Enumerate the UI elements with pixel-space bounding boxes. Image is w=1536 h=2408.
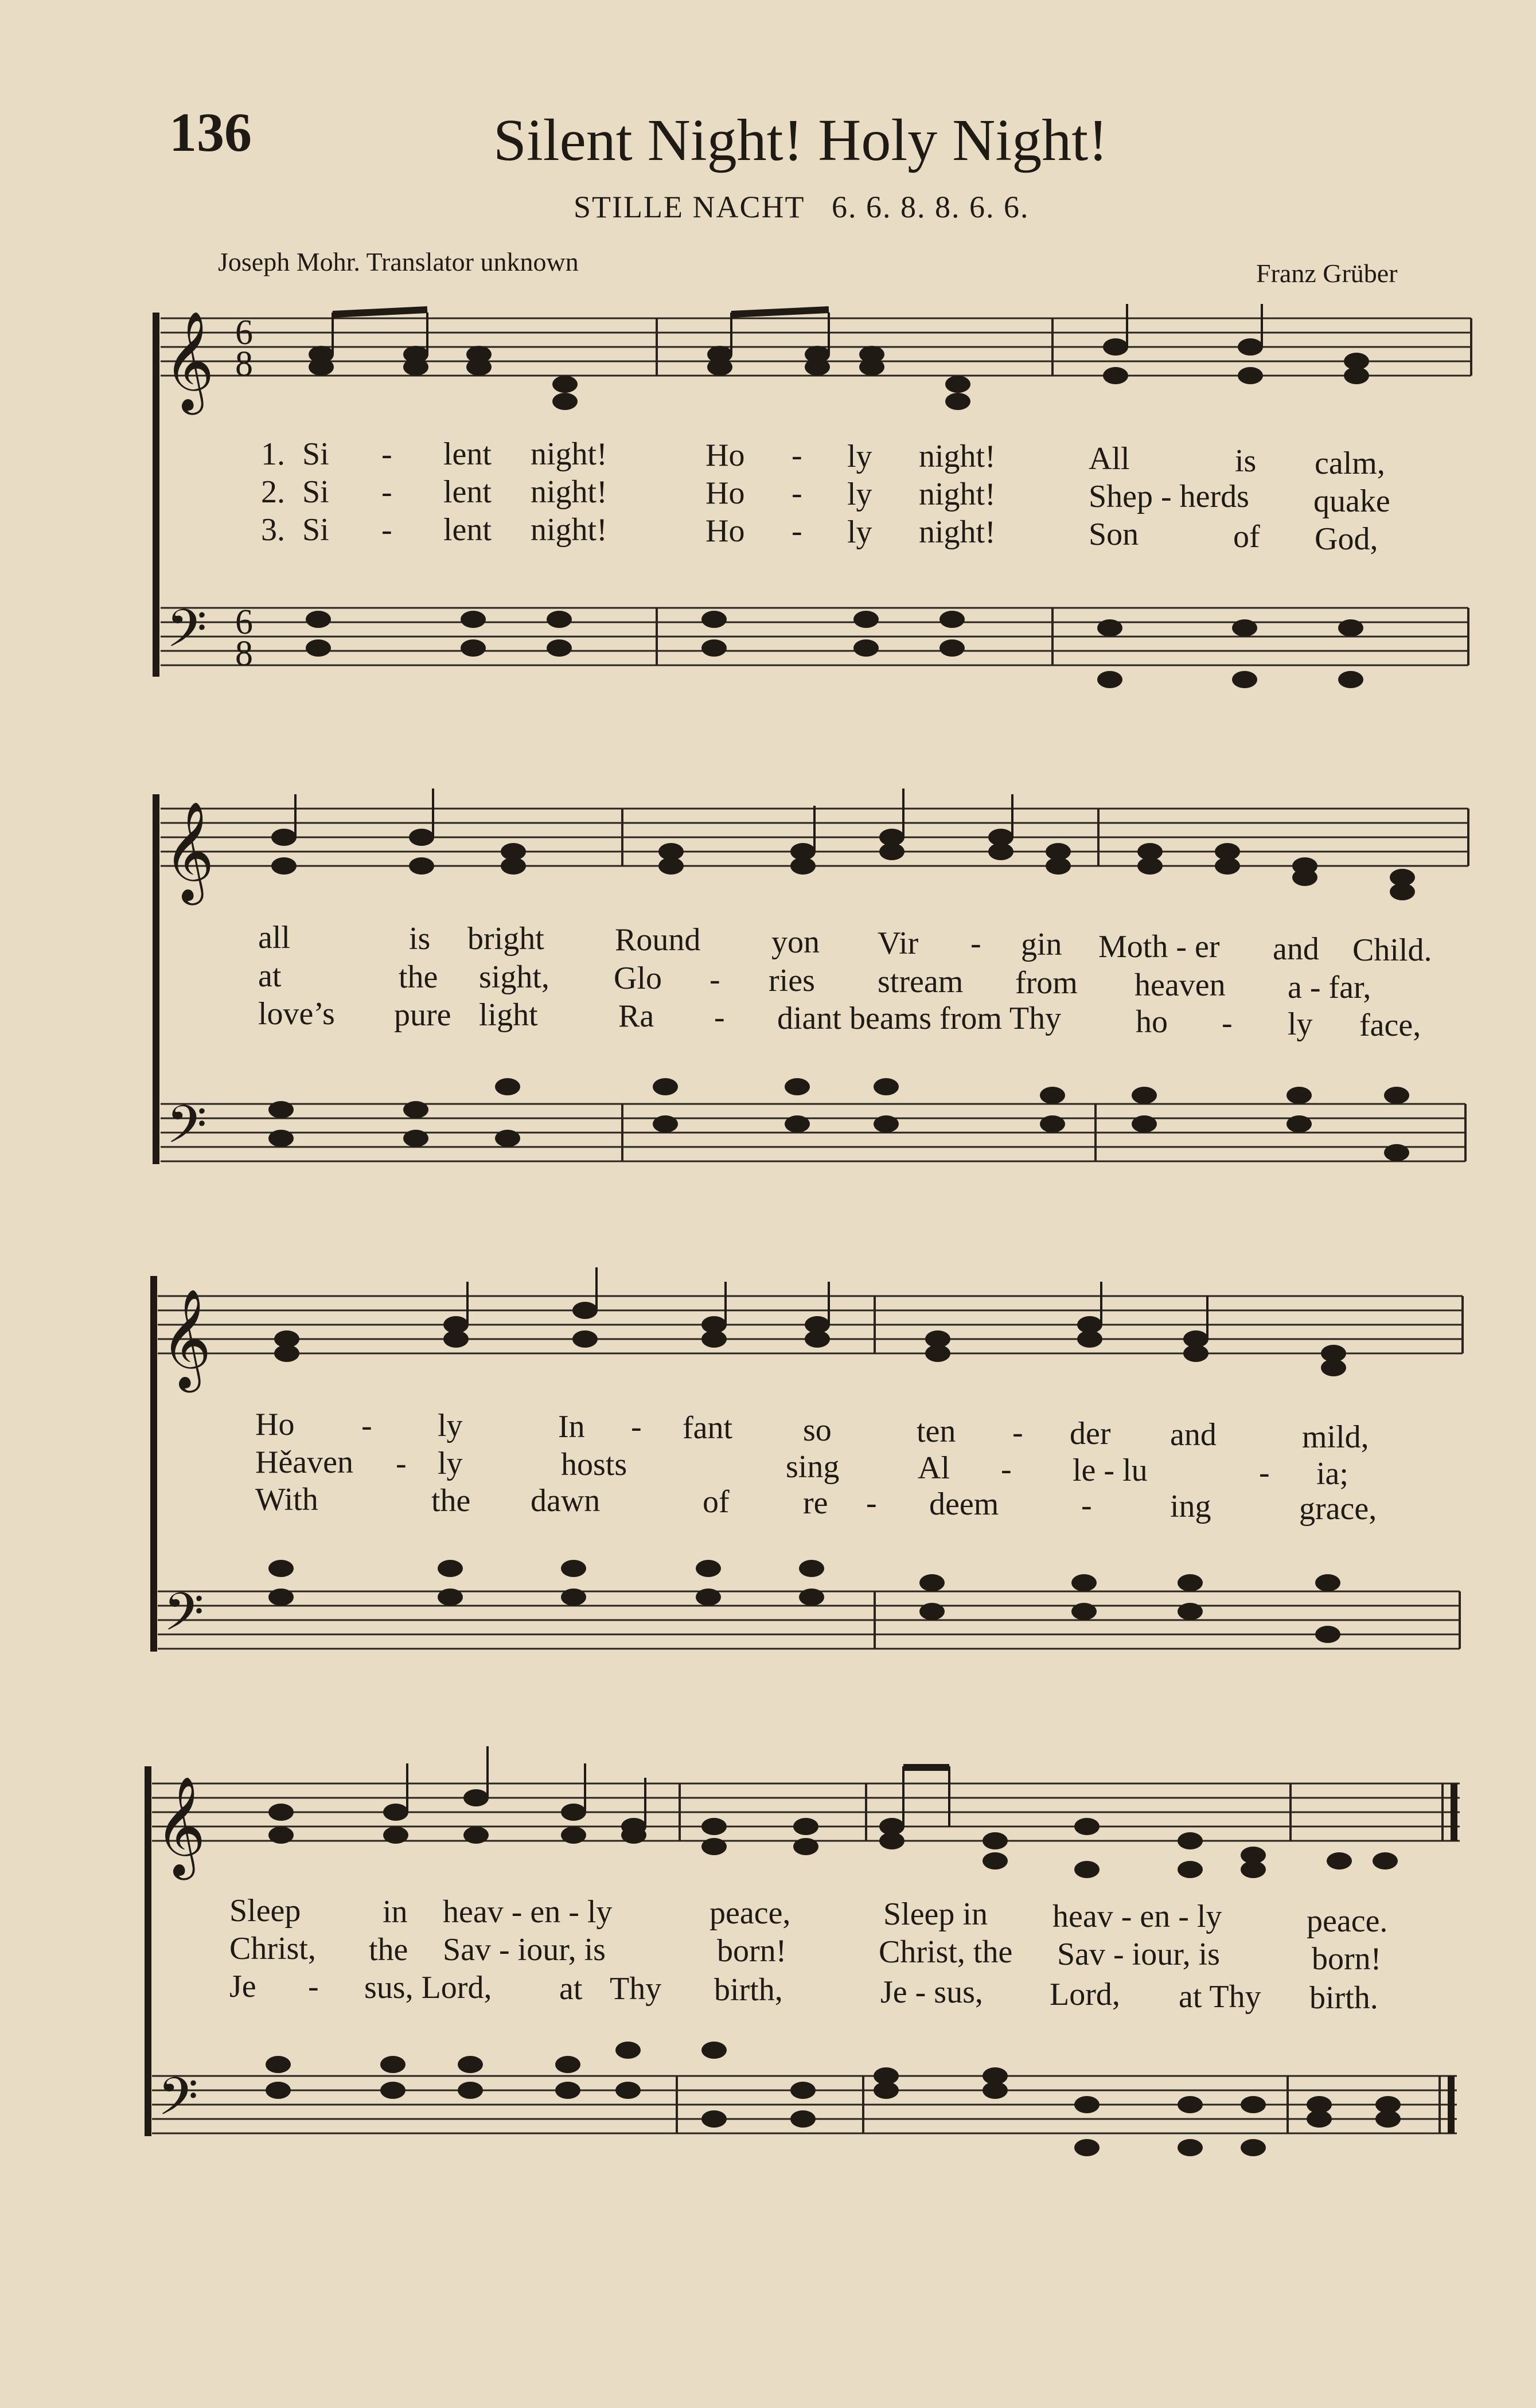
- lyric-syllable: and: [1170, 1417, 1217, 1453]
- lyric-syllable: sing: [786, 1449, 840, 1485]
- lyric-syllable: love’s: [258, 996, 335, 1032]
- lyric-hyphen: -: [396, 1446, 407, 1481]
- lyric-syllable: ten: [917, 1414, 956, 1449]
- lyric-syllable: bright: [467, 921, 544, 957]
- lyric-hyphen: -: [792, 475, 802, 511]
- lyric-syllable: Ho: [705, 513, 745, 549]
- bass-staff-1: [161, 598, 1468, 688]
- lyric-syllable: fant: [683, 1410, 733, 1446]
- lyric-syllable: ho: [1136, 1004, 1168, 1040]
- treble-staff-4: [152, 1746, 1460, 1880]
- lyric-syllable: night!: [531, 474, 607, 510]
- lyric-hyphen: -: [631, 1409, 642, 1445]
- lyric-syllable: lent: [443, 512, 492, 548]
- lyric-syllable: der: [1070, 1416, 1111, 1451]
- lyric-syllable: born!: [717, 1933, 787, 1969]
- lyric-hyphen: -: [308, 1969, 319, 2004]
- lyric-syllable: light: [479, 997, 538, 1033]
- lyric-syllable: Lord,: [1050, 1977, 1120, 2012]
- lyric-hyphen: -: [792, 438, 802, 473]
- lyric-hyphen: -: [361, 1408, 372, 1443]
- lyric-syllable: all: [258, 920, 290, 955]
- tune-name: STILLE NACHT: [574, 190, 805, 224]
- lyric-syllable: night!: [919, 439, 996, 474]
- lyric-syllable: Sleep in: [883, 1896, 988, 1932]
- lyric-syllable: sus, Lord,: [364, 1970, 492, 2005]
- treble-clef-icon: 𝄞: [161, 1289, 212, 1388]
- lyric-hyphen: -: [1259, 1455, 1270, 1490]
- lyric-syllable: Round: [615, 922, 701, 958]
- lyric-syllable: lent: [443, 474, 492, 510]
- lyric-syllable: the: [369, 1932, 408, 1968]
- lyric-syllable: lent: [443, 436, 492, 472]
- lyric-syllable: le - lu: [1073, 1453, 1148, 1488]
- meter: 6. 6. 8. 8. 6. 6.: [831, 190, 1030, 224]
- lyric-syllable: at: [559, 1971, 583, 2007]
- lyric-syllable: Sav - iour, is: [443, 1932, 606, 1968]
- lyric-syllable: Je - sus,: [880, 1974, 983, 2010]
- bass-clef-icon: 𝄢: [158, 2066, 198, 2140]
- lyric-syllable: peace,: [709, 1895, 791, 1931]
- lyric-syllable: Si: [302, 436, 329, 472]
- lyric-syllable: Shep - herds: [1089, 479, 1249, 514]
- bass-clef-icon: 𝄢: [166, 598, 207, 672]
- lyric-syllable: night!: [919, 514, 996, 550]
- lyric-syllable: Si: [302, 512, 329, 548]
- lyric-syllable: heav - en - ly: [443, 1894, 613, 1930]
- lyric-syllable: Thy: [610, 1971, 662, 2007]
- lyric-syllable: Si: [302, 474, 329, 510]
- treble-staff-1: [161, 304, 1471, 415]
- lyric-syllable: is: [1235, 443, 1257, 479]
- treble-clef-icon: 𝄞: [155, 1776, 206, 1876]
- lyric-syllable: Moth - er: [1098, 929, 1220, 965]
- lyric-syllable: ly: [1288, 1006, 1313, 1042]
- lyric-syllable: gin: [1021, 927, 1062, 962]
- verse-number-3: 3.: [261, 512, 285, 548]
- lyric-syllable: of: [1233, 519, 1260, 555]
- lyric-syllable: grace,: [1299, 1491, 1377, 1527]
- lyric-syllable: sight,: [479, 959, 549, 995]
- verse-number-1: 1.: [261, 436, 285, 472]
- lyric-syllable: Hěaven: [255, 1445, 354, 1480]
- lyric-syllable: Sleep: [229, 1893, 301, 1929]
- lyric-hyphen: -: [381, 512, 392, 548]
- lyric-syllable: Vir: [878, 926, 919, 961]
- lyric-syllable: ly: [847, 477, 872, 512]
- music-credit: Franz Grüber: [1256, 259, 1398, 288]
- lyric-syllable: night!: [919, 477, 996, 512]
- lyric-hyphen: -: [1081, 1488, 1092, 1523]
- lyric-syllable: Christ, the: [879, 1934, 1013, 1970]
- lyric-syllable: of: [703, 1484, 730, 1520]
- lyric-syllable: Glo: [614, 961, 662, 996]
- lyric-syllable: ries: [769, 963, 815, 998]
- lyric-syllable: Son: [1089, 517, 1139, 552]
- lyric-syllable: In: [558, 1409, 585, 1445]
- lyric-syllable: Ho: [705, 475, 745, 511]
- lyric-syllable: ly: [847, 439, 872, 474]
- lyric-syllable: God,: [1315, 521, 1378, 557]
- lyric-syllable: Ho: [255, 1407, 295, 1442]
- lyric-hyphen: -: [1001, 1451, 1012, 1487]
- lyric-syllable: birth,: [714, 1972, 783, 2008]
- lyric-syllable: a - far,: [1288, 970, 1371, 1005]
- lyric-syllable: Child.: [1352, 932, 1432, 968]
- lyric-syllable: night!: [531, 512, 607, 548]
- svg-text:6: 6: [235, 603, 253, 642]
- system-4: [148, 1746, 1460, 2156]
- lyric-syllable: Je: [229, 1969, 256, 2004]
- lyric-syllable: born!: [1312, 1941, 1382, 1977]
- lyric-syllable: ly: [438, 1446, 463, 1481]
- lyric-syllable: the: [431, 1483, 471, 1519]
- lyric-syllable: birth.: [1309, 1980, 1378, 2016]
- bass-staff-3: [158, 1560, 1460, 1655]
- lyric-syllable: Sav - iour, is: [1057, 1937, 1220, 1972]
- lyric-hyphen: -: [1222, 1005, 1233, 1041]
- lyric-syllable: With: [255, 1482, 318, 1517]
- lyric-syllable: re: [803, 1485, 828, 1521]
- verse-number-2: 2.: [261, 474, 285, 510]
- lyric-syllable: quake: [1313, 483, 1390, 519]
- treble-staff-3: [158, 1267, 1463, 1393]
- treble-clef-icon: 𝄞: [163, 311, 215, 411]
- lyric-syllable: ia;: [1316, 1456, 1348, 1492]
- lyric-syllable: face,: [1359, 1008, 1421, 1043]
- lyric-syllable: All: [1089, 441, 1130, 477]
- lyric-syllable: mild,: [1302, 1419, 1369, 1455]
- lyric-syllable: pure: [394, 997, 451, 1033]
- lyric-syllable: hosts: [561, 1447, 627, 1482]
- system-1: [156, 304, 1471, 688]
- lyric-syllable: at: [258, 958, 282, 994]
- svg-text:6: 6: [235, 313, 253, 352]
- bass-clef-icon: 𝄢: [163, 1582, 204, 1655]
- lyric-syllable: ly: [847, 514, 872, 550]
- lyric-hyphen: -: [1012, 1415, 1023, 1450]
- lyric-hyphen: -: [381, 474, 392, 510]
- bass-staff-2: [161, 1078, 1465, 1168]
- bass-staff-4: [152, 2042, 1457, 2156]
- lyric-syllable: deem: [929, 1486, 999, 1522]
- lyric-syllable: is: [409, 921, 431, 957]
- lyric-syllable: from: [1015, 965, 1078, 1001]
- lyric-hyphen: -: [709, 962, 720, 997]
- lyric-hyphen: -: [714, 1000, 725, 1035]
- lyric-syllable: and: [1273, 931, 1319, 967]
- lyric-syllable: ing: [1170, 1489, 1211, 1524]
- lyric-hyphen: -: [792, 513, 802, 549]
- lyric-syllable: Ra: [618, 998, 654, 1034]
- lyric-hyphen: -: [970, 926, 981, 961]
- lyric-syllable: stream: [878, 964, 964, 1000]
- treble-staff-2: [161, 789, 1468, 906]
- bass-clef-icon: 𝄢: [166, 1094, 207, 1168]
- lyric-syllable: heaven: [1135, 967, 1226, 1003]
- lyric-syllable: the: [399, 959, 438, 995]
- lyric-hyphen: -: [381, 436, 392, 472]
- hymn-number: 136: [169, 102, 252, 163]
- lyric-syllable: peace.: [1307, 1903, 1388, 1939]
- lyric-syllable: dawn: [531, 1483, 601, 1519]
- lyric-syllable: heav - en - ly: [1052, 1899, 1222, 1934]
- lyric-syllable: Al: [918, 1450, 950, 1486]
- lyric-syllable: yon: [771, 924, 820, 960]
- lyric-hyphen: -: [866, 1485, 877, 1521]
- lyric-syllable: ly: [438, 1408, 463, 1443]
- lyric-syllable: so: [803, 1412, 832, 1448]
- lyric-syllable: at Thy: [1179, 1979, 1261, 2015]
- treble-clef-icon: 𝄞: [163, 801, 215, 901]
- svg-text:8: 8: [235, 345, 253, 384]
- svg-text:8: 8: [235, 634, 253, 673]
- lyric-syllable: night!: [531, 436, 607, 472]
- lyric-syllable: in: [383, 1894, 408, 1930]
- words-credit: Joseph Mohr. Translator unknown: [218, 247, 579, 276]
- lyric-syllable: Ho: [705, 438, 745, 473]
- lyric-syllable: diant beams from Thy: [777, 1001, 1062, 1036]
- hymn-title: Silent Night! Holy Night!: [493, 107, 1108, 173]
- lyric-syllable: calm,: [1315, 446, 1385, 481]
- lyric-syllable: Christ,: [229, 1931, 316, 1966]
